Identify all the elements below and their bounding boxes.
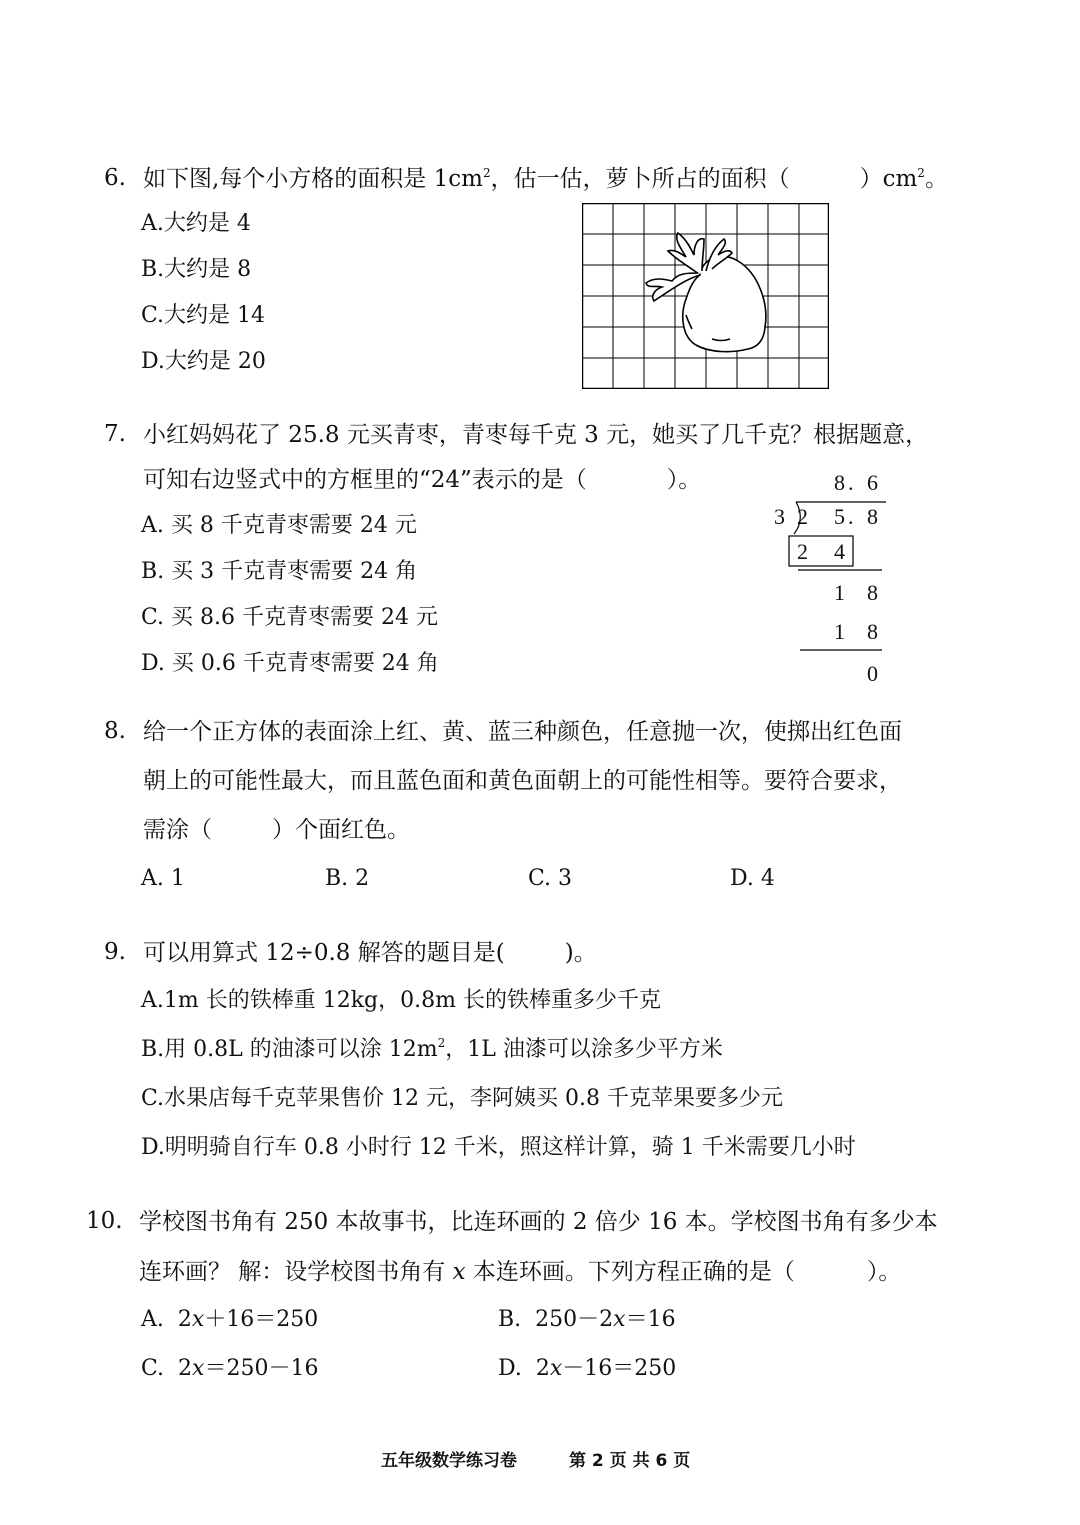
q7-option-a: A. 买 8 千克青枣需要 24 元 — [141, 513, 417, 538]
equation-part: －16＝250 — [562, 1356, 677, 1381]
variable-x: x — [191, 1307, 205, 1332]
q9-option-b — [141, 1036, 723, 1064]
q9-superscript: 2 — [437, 1036, 446, 1050]
q10-stem-line1: 学校图书角有 250 本故事书，比连环画的 2 倍少 16 本。学校图书角有多少本 — [139, 1209, 938, 1235]
q9-option-d: D.明明骑自行车 0.8 小时行 12 千米，照这样计算，骑 1 千米需要几小时 — [141, 1135, 856, 1160]
question-8-number: 8. — [104, 718, 126, 744]
variable-x: x — [192, 1356, 205, 1381]
q6-stem-part: 如下图,每个小方格的面积是 1cm — [143, 166, 483, 192]
q10-option-a — [141, 1306, 318, 1334]
q10-stem-part: 本连环画。下列方程正确的是（ — [472, 1259, 795, 1285]
q7-stem-part: ）。 — [666, 467, 702, 493]
q7-stem-line2 — [143, 466, 701, 494]
equation-part: 2 — [177, 1307, 192, 1332]
option-label: B. — [498, 1307, 522, 1332]
q10-option-b — [498, 1306, 676, 1334]
question-10-number: 10. — [86, 1208, 123, 1234]
q6-option-d: D.大约是 20 — [141, 349, 266, 374]
q7-stem-line1: 小红妈妈花了 25.8 元买青枣，青枣每千克 3 元，她买了几千克？根据题意， — [143, 422, 929, 448]
option-label: C. — [141, 1356, 165, 1381]
variable-x: x — [613, 1307, 626, 1332]
q6-option-c: C.大约是 14 — [141, 303, 266, 328]
question-6-number: 6. — [104, 165, 126, 191]
q7-option-b: B. 买 3 千克青枣需要 24 角 — [141, 559, 418, 584]
option-label: A. — [141, 1307, 164, 1332]
step-digit: 1 — [834, 580, 845, 605]
q9-option-b-part: ，1L 油漆可以涂多少平方米 — [445, 1037, 723, 1062]
q7-option-d: D. 买 0.6 千克青枣需要 24 角 — [141, 651, 439, 676]
q10-stem-line2 — [139, 1258, 901, 1286]
step-digit: 4 — [834, 539, 845, 564]
q8-stem-part: 需涂（ — [143, 817, 212, 843]
q6-superscript: 2 — [482, 166, 491, 180]
q6-stem-part: ，估一估，萝卜所占的面积（ — [490, 166, 790, 192]
question-6-stem — [143, 165, 948, 193]
q8-option-c: C. 3 — [528, 866, 573, 891]
quotient-digit: 6 — [867, 470, 878, 495]
quotient-digit: 8 — [834, 470, 845, 495]
footer-page-number: 第 2 页 共 6 页 — [569, 1451, 691, 1471]
q8-stem-part: ）个面红色。 — [272, 817, 410, 843]
step-digit: 8 — [867, 580, 878, 605]
divisor: 3 — [774, 504, 785, 529]
dividend-digit: 8 — [867, 504, 878, 529]
q10-option-d — [498, 1355, 676, 1383]
q8-stem-line3 — [143, 816, 410, 844]
step-digit: 2 — [797, 539, 808, 564]
quotient-dot: . — [848, 470, 854, 495]
step-digit: 1 — [834, 619, 845, 644]
dividend-dot: . — [848, 504, 854, 529]
q10-stem-part: ）。 — [866, 1259, 902, 1285]
question-7-number: 7. — [104, 421, 126, 447]
q8-stem-line2: 朝上的可能性最大，而且蓝色面和黄色面朝上的可能性相等。要符合要求， — [143, 768, 902, 794]
q9-option-c: C.水果店每千克苹果售价 12 元，李阿姨买 0.8 千克苹果要多少元 — [141, 1086, 783, 1111]
q8-option-b: B. 2 — [325, 866, 370, 891]
q9-option-a: A.1m 长的铁棒重 12kg，0.8m 长的铁棒重多少千克 — [141, 988, 661, 1013]
q9-stem-part: )。 — [564, 940, 597, 966]
variable-x: x — [452, 1259, 466, 1285]
q10-option-c — [141, 1355, 318, 1383]
equation-part: 2 — [535, 1356, 550, 1381]
q6-option-a: A.大约是 4 — [141, 211, 251, 236]
q6-option-b: B.大约是 8 — [141, 257, 252, 282]
q6-stem-part: 。 — [924, 166, 948, 192]
q8-stem-line1: 给一个正方体的表面涂上红、黄、蓝三种颜色，任意抛一次，使掷出红色面 — [143, 719, 902, 745]
question-9-number: 9. — [104, 939, 126, 965]
equation-part: 250－2 — [535, 1307, 614, 1332]
equation-part: ＝250－16 — [204, 1356, 319, 1381]
q8-option-a: A. 1 — [141, 866, 185, 891]
q6-stem-part: ）cm — [859, 166, 918, 192]
long-division-figure — [760, 462, 900, 692]
variable-x: x — [549, 1356, 563, 1381]
dividend-digit: 2 — [797, 504, 808, 529]
equation-part: 2 — [178, 1356, 193, 1381]
radish-grid-figure — [582, 203, 829, 389]
option-label: D. — [498, 1356, 522, 1381]
q9-stem — [143, 939, 597, 967]
footer-title: 五年级数学练习卷 — [381, 1451, 517, 1471]
q10-stem-part: 连环画？ 解：设学校图书角有 — [139, 1259, 446, 1285]
remainder: 0 — [867, 661, 878, 686]
q7-stem-part: 可知右边竖式中的方框里的“24”表示的是（ — [143, 467, 587, 493]
q8-option-d: D. 4 — [730, 866, 775, 891]
equation-part: ＝16 — [625, 1307, 676, 1332]
q7-option-c: C. 买 8.6 千克青枣需要 24 元 — [141, 605, 438, 630]
dividend-digit: 5 — [834, 504, 845, 529]
step-digit: 8 — [867, 619, 878, 644]
q6-superscript: 2 — [917, 166, 925, 180]
q9-option-b-part: B.用 0.8L 的油漆可以涂 12m — [141, 1037, 438, 1062]
equation-part: ＋16＝250 — [204, 1307, 319, 1332]
division-lines — [760, 462, 900, 692]
q9-stem-part: 可以用算式 12÷0.8 解答的题目是( — [143, 940, 505, 966]
